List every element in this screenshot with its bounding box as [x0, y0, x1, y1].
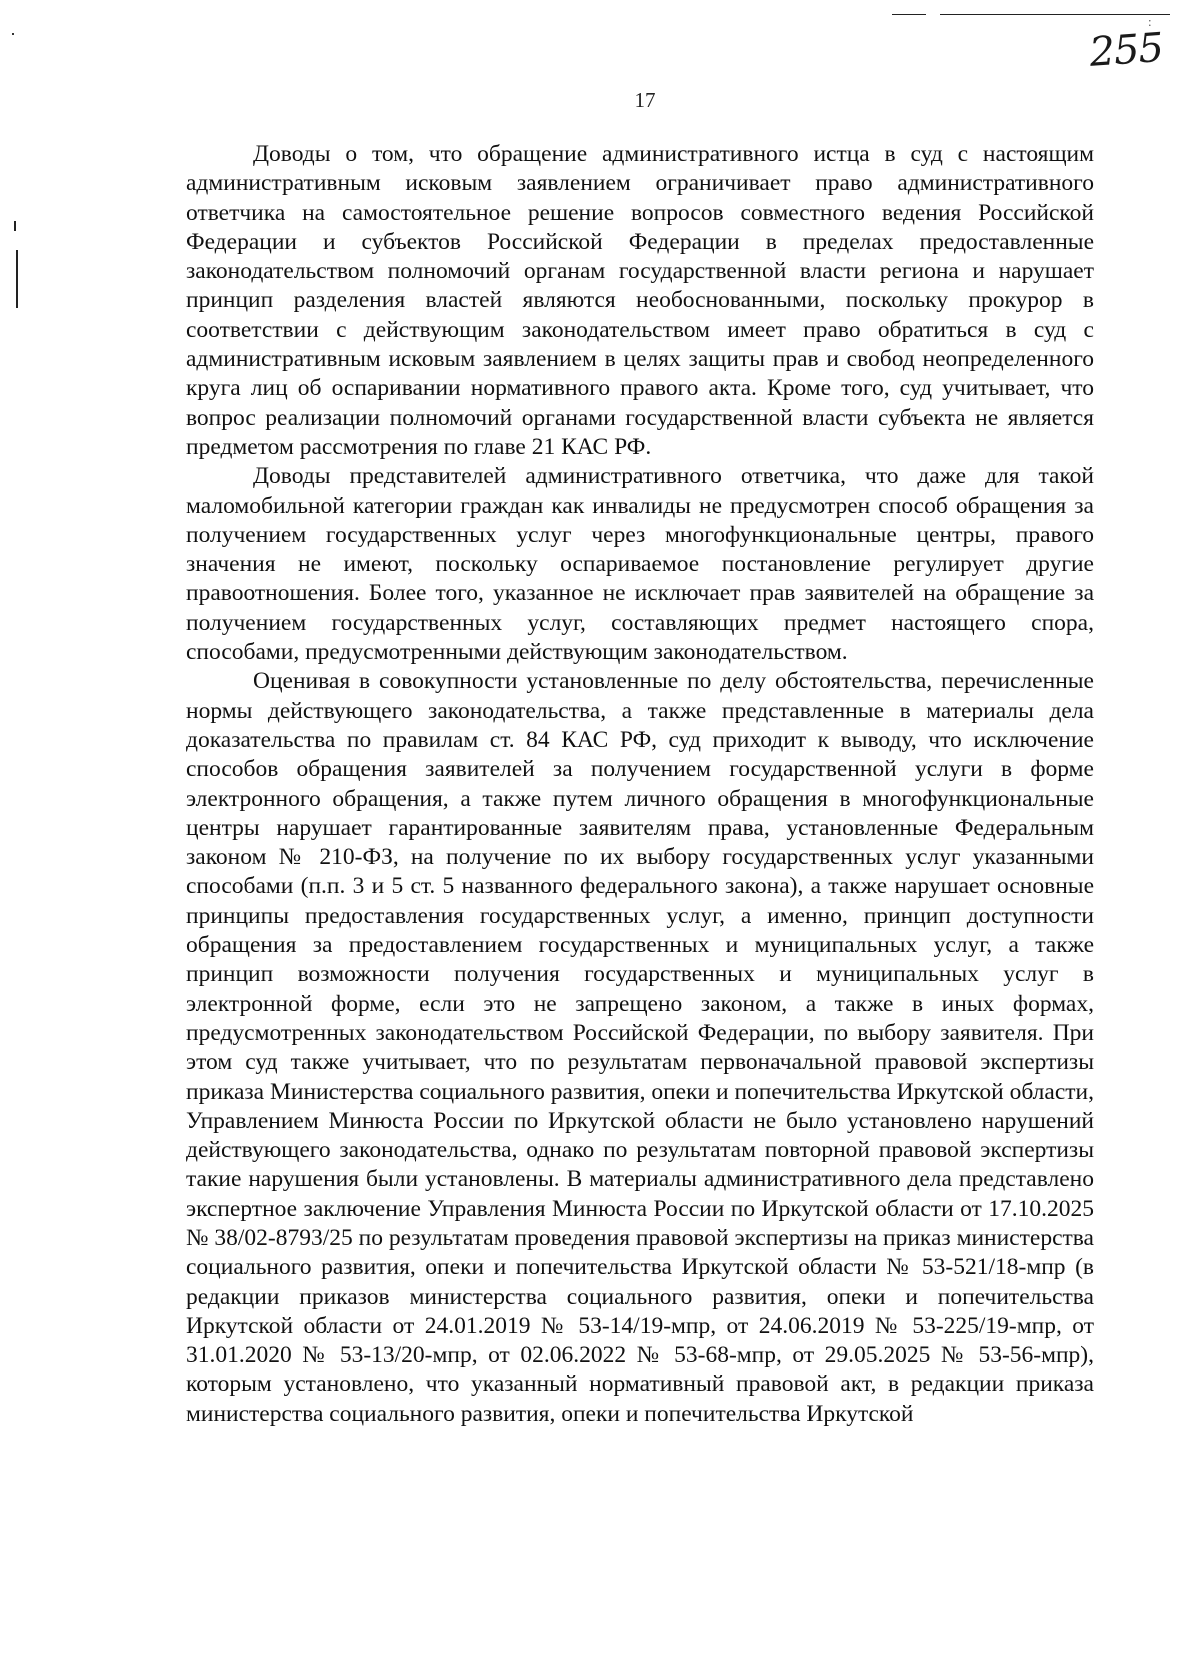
paragraph-2: Доводы представителей административного ответчика, что даже для такой маломобильной категории граждан как инвалиды не предусмотрен способ обращения за получением государственных услуг через многофункциональные центры, правого значения не имеют, поскольку оспариваемое постановление регулирует другие правоотношения. Более того, указанное не исключает прав заявителей на обращение за получением государственных услуг, составляющих предмет настоящего спора, способами, предусмотренными действующим законодательством. [186, 463, 1094, 666]
top-rule-short [892, 14, 926, 15]
top-rule-long [940, 14, 1170, 15]
stamp-mark: : [1148, 14, 1152, 29]
paragraph-3: Оценивая в совокупности установленные по делу обстоятельства, перечисленные нормы действующего законодательства, а также представленные в материалы дела доказательства по правилам ст. 84 КАС РФ, суд приходит к выводу, что исключение способов обращения заявителей за получением государственной услуги в форме электронного обращения, а также путем личного обращения в многофункциональные центры нарушает гарантированные заявителям права, установленные Федеральным законом № 210-ФЗ, на получение по их выбору государственных услуг указанными способами (п.п. 3 и 5 ст. 5 названного федерального закона), а также нарушает основные принципы предоставления государственных услуг, а именно, принцип доступности обращения за предоставлением государственных и муниципальных услуг, а также принцип возможности получения государственных и муниципальных услуг в электронной форме, если это не запрещено законом, а также в иных формах, предусмотренных законодательством Российской Федерации, по выбору заявителя. При этом суд также учитывает, что по результатам первоначальной правовой экспертизы приказа Министерства социального развития, опеки и попечительства Иркутской области, Управлением Минюста России по Иркутской области не было установлено нарушений действующего законодательства, однако по результатам повторной правовой экспертизы такие нарушения были установлены. В материалы административного дела представлено экспертное заключение Управления Минюста России по Иркутской области от 17.10.2025 № 38/02-8793/25 по результатам проведения правовой экспертизы на приказ министерства социального развития, опеки и попечительства Иркутской области № 53-521/18-мпр (в редакции приказов министерства социального развития, опеки и попечительства Иркутской области от 24.01.2019 № 53-14/19-мпр, от 24.06.2019 № 53-225/19-мпр, от 31.01.2020 № 53-13/20-мпр, от 02.06.2022 № 53-68-мпр, от 29.05.2025 № 53-56-мпр), которым установлено, что указанный нормативный правовой акт, в редакции приказа министерства социального развития, опеки и попечительства Иркутской [186, 668, 1094, 1427]
margin-mark-short [14, 221, 16, 231]
margin-mark-long [16, 250, 18, 308]
document-body [186, 140, 1094, 1429]
scan-speck [12, 33, 14, 35]
page-number: 17 [634, 88, 656, 112]
handwritten-page-number: 255 [1088, 24, 1165, 76]
paragraph-1: Доводы о том, что обращение административного истца в суд с настоящим административным исковым заявлением ограничивает право административного ответчика на самостоятельное решение вопросов совместного ведения Российской Федерации и субъектов Российской Федерации в пределах предоставленные законодательством полномочий органам государственной власти региона и нарушает принцип разделения властей являются необоснованными, поскольку прокурор в соответствии с действующим законодательством имеет право обратиться в суд с административным исковым заявлением в целях защиты прав и свобод неопределенного круга лиц об оспаривании нормативного правого акта. Кроме того, суд учитывает, что вопрос реализации полномочий органами государственной власти субъекта не является предметом рассмотрения по главе 21 КАС РФ. [186, 141, 1094, 460]
